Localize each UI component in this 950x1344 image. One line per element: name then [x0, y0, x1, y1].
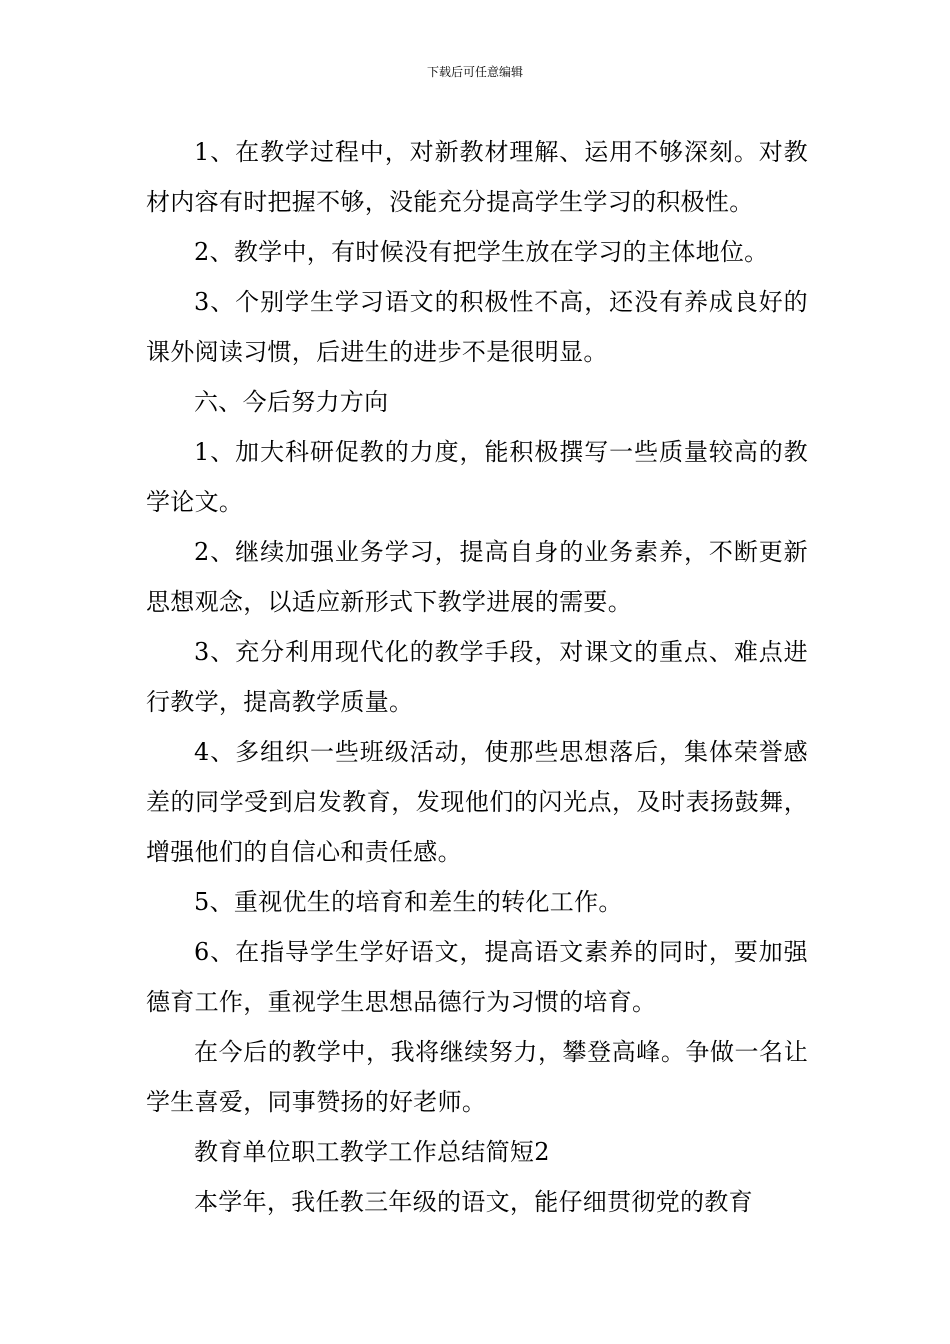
document-body — [146, 127, 808, 1227]
paragraph: 2、教学中，有时候没有把学生放在学习的主体地位。 — [194, 238, 769, 266]
paragraph: 本学年，我任教三年级的语文，能仔细贯彻党的教育 — [194, 1188, 753, 1216]
paragraph: 2、继续加强业务学习，提高自身的业务素养，不断更新思想观念，以适应新形式下教学进展的需要。 — [146, 538, 808, 616]
section-heading: 六、今后努力方向 — [194, 388, 389, 416]
header-note: 下载后可任意编辑 — [426, 65, 523, 79]
paragraph: 3、个别学生学习语文的积极性不高，还没有养成良好的课外阅读习惯，后进生的进步不是很明显。 — [146, 288, 808, 366]
paragraph: 4、多组织一些班级活动，使那些思想落后，集体荣誉感差的同学受到启发教育，发现他们的闪光点，及时表扬鼓舞，增强他们的自信心和责任感。 — [146, 738, 808, 866]
paragraph: 1、在教学过程中，对新教材理解、运用不够深刻。对教材内容有时把握不够，没能充分提高学生学习的积极性。 — [146, 138, 808, 216]
paragraph: 6、在指导学生学好语文，提高语文素养的同时，要加强德育工作，重视学生思想品德行为习惯的培育。 — [146, 938, 808, 1016]
paragraph: 3、充分利用现代化的教学手段，对课文的重点、难点进行教学，提高教学质量。 — [146, 638, 808, 716]
paragraph: 1、加大科研促教的力度，能积极撰写一些质量较高的教学论文。 — [146, 438, 808, 516]
paragraph: 5、重视优生的培育和差生的转化工作。 — [194, 888, 623, 916]
document-title: 教育单位职工教学工作总结简短2 — [194, 1138, 550, 1166]
paragraph: 在今后的教学中，我将继续努力，攀登高峰。争做一名让学生喜爱，同事赞扬的好老师。 — [146, 1038, 808, 1116]
